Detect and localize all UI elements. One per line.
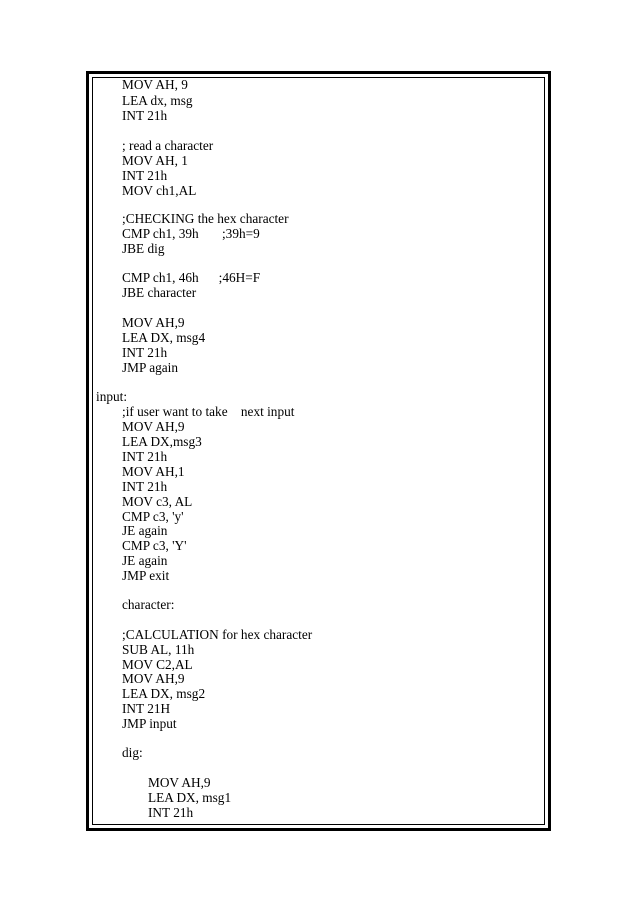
code-line: MOV AH,1 (122, 464, 185, 479)
code-line: MOV AH,9 (148, 775, 211, 790)
code-line: CMP ch1, 46h ;46H=F (122, 270, 261, 285)
code-line: LEA DX, msg1 (148, 790, 232, 805)
code-line: MOV AH, 9 (122, 77, 188, 92)
code-line: MOV C2,AL (122, 657, 193, 672)
code-line: CMP c3, 'y' (122, 509, 184, 524)
code-line: JMP exit (122, 568, 170, 583)
code-line: ;CALCULATION for hex character (122, 627, 313, 642)
code-line: MOV AH, 1 (122, 153, 188, 168)
code-line: MOV AH,9 (122, 315, 185, 330)
code-line: ;CHECKING the hex character (122, 211, 289, 226)
code-line: ;if user want to take next input (122, 404, 295, 419)
code-line: JE again (122, 553, 168, 568)
code-line: JBE character (122, 285, 197, 300)
code-line: INT 21h (122, 449, 168, 464)
code-line: INT 21h (148, 805, 194, 820)
code-line: LEA DX, msg2 (122, 686, 206, 701)
code-line: MOV AH,9 (122, 419, 185, 434)
code-line: MOV ch1,AL (122, 183, 197, 198)
code-line: INT 21h (122, 345, 168, 360)
code-line: LEA DX,msg3 (122, 434, 202, 449)
code-line: JMP input (122, 716, 177, 731)
code-label: input: (96, 389, 128, 404)
code-label: dig: (122, 745, 143, 760)
code-label: character: (122, 597, 175, 612)
code-line: MOV AH,9 (122, 671, 185, 686)
code-line: MOV c3, AL (122, 494, 193, 509)
code-line: SUB AL, 11h (122, 642, 195, 657)
code-line: INT 21H (122, 701, 171, 716)
code-line: INT 21h (122, 108, 168, 123)
code-line: JE again (122, 523, 168, 538)
code-line: LEA DX, msg4 (122, 330, 206, 345)
code-line: INT 21h (122, 168, 168, 183)
code-line: CMP c3, 'Y' (122, 538, 187, 553)
code-line: JBE dig (122, 241, 165, 256)
code-line: LEA dx, msg (122, 93, 193, 108)
code-line: CMP ch1, 39h ;39h=9 (122, 226, 260, 241)
code-line: INT 21h (122, 479, 168, 494)
code-line: ; read a character (122, 138, 214, 153)
code-line: JMP again (122, 360, 179, 375)
